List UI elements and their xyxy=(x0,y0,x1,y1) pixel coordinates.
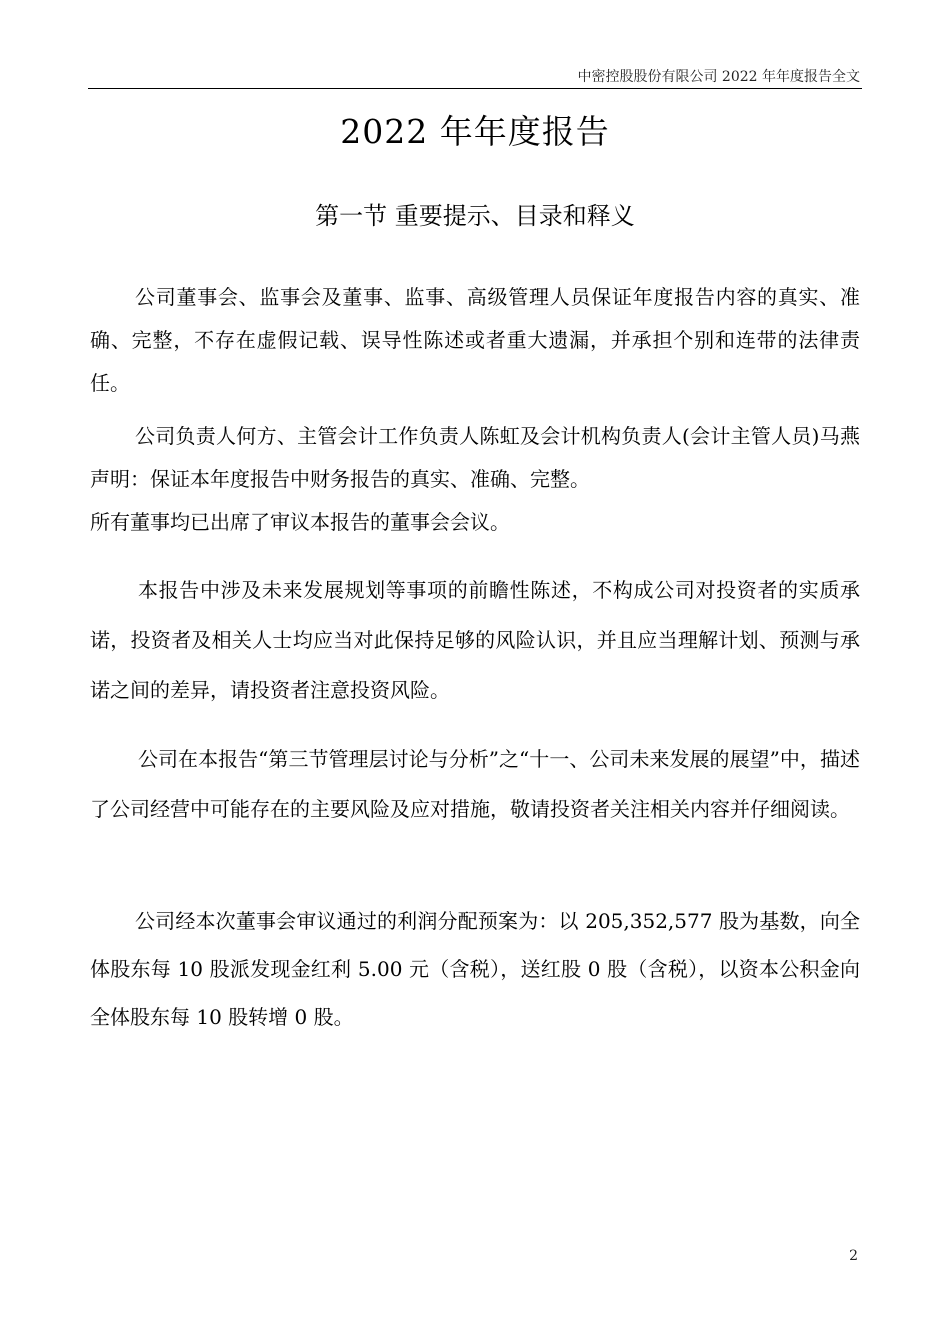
document-title: 2022 年年度报告 xyxy=(340,112,610,151)
paragraph-risk-notice: 公司在本报告“第三节管理层讨论与分析”之“十一、公司未来发展的展望”中，描述了公司经营中可能存在的主要风险及应对措施，敬请投资者关注相关内容并仔细阅读。 xyxy=(90,747,860,821)
paragraph-responsible-persons-statement: 公司负责人何方、主管会计工作负责人陈虹及会计机构负责人(会计主管人员)马燕声明：保证本年度报告中财务报告的真实、准确、完整。 xyxy=(90,424,860,491)
paragraph-directors-attendance: 所有董事均已出席了审议本报告的董事会会议。 xyxy=(90,510,510,534)
paragraph-forward-looking-statement: 本报告中涉及未来发展规划等事项的前瞻性陈述，不构成公司对投资者的实质承诺，投资者及相关人士均应当对此保持足够的风险认识，并且应当理解计划、预测与承诺之间的差异，请投资者注意投资风险。 xyxy=(90,578,860,702)
paragraph-board-assurance: 公司董事会、监事会及董事、监事、高级管理人员保证年度报告内容的真实、准确、完整，不存在虚假记载、误导性陈述或者重大遗漏，并承担个别和连带的法律责任。 xyxy=(90,285,860,395)
paragraph-profit-distribution: 公司经本次董事会审议通过的利润分配预案为：以 205,352,577 股为基数，向全体股东每 10 股派发现金红利 5.00 元（含税），送红股 0 股（含税），以资本公积金向全体股东每 10 股转增 0 股。 xyxy=(90,909,860,1029)
section-title: 第一节 重要提示、目录和释义 xyxy=(315,202,635,230)
header-rule xyxy=(88,88,862,89)
running-header: 中密控股股份有限公司 2022 年年度报告全文 xyxy=(577,69,860,85)
page-number: 2 xyxy=(849,1248,858,1264)
